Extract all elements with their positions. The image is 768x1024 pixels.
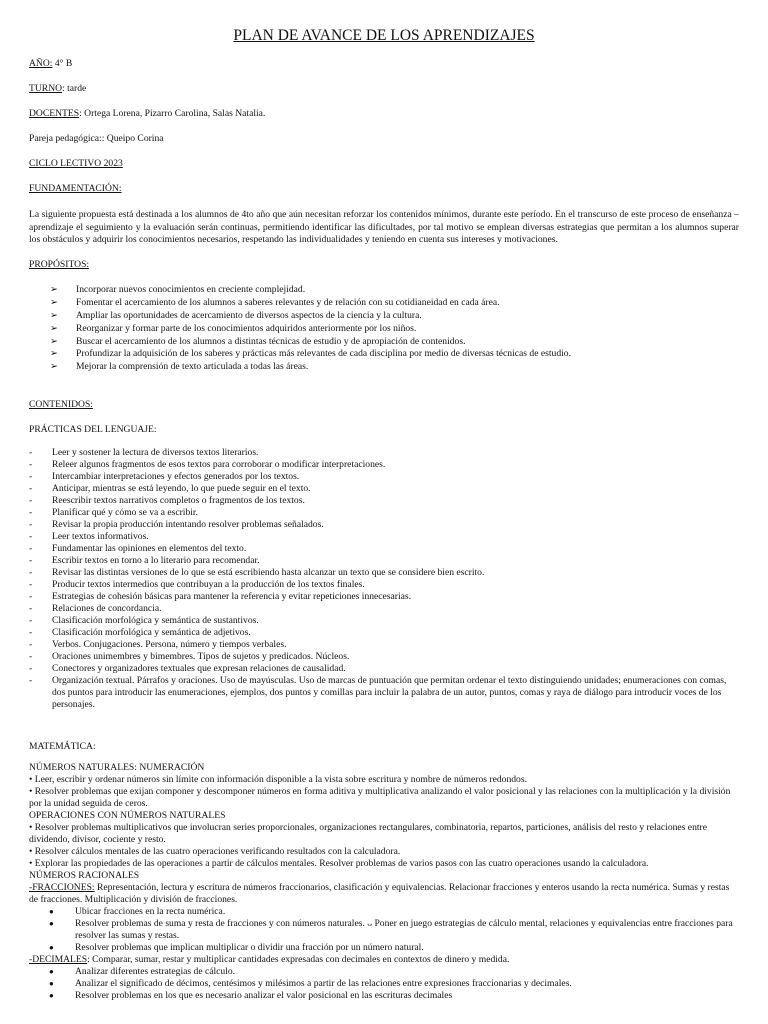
decimal-item (29, 990, 739, 1002)
propositos-heading: PROPÓSITOS: (29, 259, 90, 270)
practica-item-text: Reescribir textos narrativos completos o fragmentos de los textos. (52, 495, 305, 506)
list-marker: ➢ (50, 309, 59, 321)
decimal-item-text: Analizar diferentes estrategias de cálculo. (75, 966, 236, 977)
practicas-list (29, 447, 739, 711)
list-marker: ● (49, 943, 54, 952)
list-marker: - (29, 531, 33, 542)
operaciones-heading: OPERACIONES CON NÚMEROS NATURALES (29, 810, 226, 821)
practica-item-text: Conectores y organizadores textuales que expresan relaciones de causalidad. (52, 663, 346, 674)
practica-item (29, 675, 739, 711)
list-marker: ➢ (50, 284, 59, 295)
practica-item-text: Leer textos informativos. (52, 531, 149, 542)
turno-value: : tarde (62, 83, 87, 94)
practica-item (29, 471, 739, 483)
turno-line (29, 83, 86, 95)
practica-item-text: Relaciones de concordancia. (52, 603, 162, 614)
practica-item (29, 519, 739, 531)
operaciones-item-2: • Resolver cálculos mentales de las cuatro operaciones verificando resultados con la calculadora. (29, 846, 401, 857)
practica-item-text: Planificar qué y cómo se va a escribir. (52, 507, 198, 518)
fraccion-item (29, 918, 739, 942)
list-marker: - (29, 579, 33, 590)
practica-item-text: Intercambiar interpretaciones y efectos generados por los textos. (52, 471, 300, 482)
decimales-label: -DECIMALES (29, 954, 88, 965)
proposito-item-text: Reorganizar y formar parte de los conocimientos adquiridos anteriormente por los niños. (76, 322, 417, 334)
fundamentacion-heading: FUNDAMENTACIÓN: (29, 183, 122, 194)
practica-item (29, 567, 739, 579)
practica-item (29, 639, 739, 651)
list-marker: - (29, 447, 33, 458)
list-marker: - (29, 651, 33, 662)
practica-item (29, 531, 739, 543)
proposito-item (50, 361, 740, 374)
proposito-item (50, 323, 740, 336)
practica-item-text: Escribir textos en torno a lo literario para recomendar. (52, 555, 260, 566)
practica-item-text: Clasificación morfológica y semántica de sustantivos. (52, 615, 259, 626)
proposito-item (50, 348, 740, 361)
list-marker: ● (49, 907, 54, 916)
practica-item (29, 663, 739, 675)
list-marker: - (29, 627, 33, 638)
naturales-item-2: • Resolver problemas que exijan componer y descomponer números en forma aditiva y multiplicativa analizando el valor posicional y las relaciones con la multiplicación y la división por la unidad seguida de ceros. (29, 786, 731, 809)
anio-value: 4° B (52, 58, 73, 69)
list-marker: - (29, 507, 33, 518)
propositos-list (50, 284, 740, 374)
list-marker: ● (49, 967, 54, 976)
list-marker: - (29, 459, 33, 470)
decimales-text: : Comparar, sumar, restar y multiplicar cantidades expresadas con decimales en contextos de dinero y medida. (87, 954, 510, 965)
practica-item-text: Oraciones unimembres y bimembres. Tipos de sujetos y predicados. Núcleos. (52, 651, 350, 662)
docentes-label: DOCENTES (29, 108, 80, 119)
list-marker: - (29, 639, 33, 650)
matematica-block (29, 762, 739, 1002)
list-marker: - (29, 483, 33, 494)
naturales-heading: NÚMEROS NATURALES: NUMERACIÓN (29, 762, 205, 773)
list-marker: ➢ (50, 322, 59, 334)
fracciones-intro (29, 882, 739, 906)
list-marker: ➢ (50, 335, 59, 347)
list-marker: - (29, 471, 33, 482)
fraccion-item-text: Resolver problemas de suma y resta de fracciones y con números naturales. ᴗ Poner en juego estrategias de cálculo mental, relaciones y equivalencias entre fracciones para resolver las sumas y restas. (75, 918, 733, 941)
proposito-item-text: Fomentar el acercamiento de los alumnos a saberes relevantes y de relación con su cotidianeidad en cada área. (76, 296, 500, 308)
list-marker: - (29, 519, 33, 530)
operaciones-item-3: • Explorar las propiedades de las operaciones a partir de cálculos mentales. Resolver problemas de varios pasos con las cuatro operaciones usando la calculadora. (29, 858, 649, 869)
practica-item (29, 555, 739, 567)
practica-item-text: Releer algunos fragmentos de esos textos para corroborar o modificar interpretaciones. (52, 459, 386, 470)
naturales-item-1: • Leer, escribir y ordenar números sin límite con información disponible a la vista sobre escritura y nombre de números redondos. (29, 774, 527, 785)
proposito-item (50, 336, 740, 349)
proposito-item-text: Profundizar la adquisición de los saberes y prácticas más relevantes de cada disciplina por medio de diversas técnicas de estudio. (76, 348, 571, 360)
fraccion-item-text: Resolver problemas que implican multiplicar o dividir una fracción por un número natural. (75, 942, 424, 953)
list-marker: - (29, 495, 33, 506)
proposito-item-text: Ampliar las oportunidades de acercamiento de diversos aspectos de la ciencia y la cultura. (76, 309, 422, 321)
practica-item (29, 603, 739, 615)
ciclo-lectivo: CICLO LECTIVO 2023 (29, 158, 123, 169)
docentes-line (29, 108, 265, 120)
proposito-item (50, 297, 740, 310)
list-marker: - (29, 663, 33, 674)
list-marker: - (29, 615, 33, 626)
proposito-item-text: Incorporar nuevos conocimientos en creciente complejidad. (76, 284, 306, 295)
decimal-item (29, 966, 739, 978)
practica-item-text: Leer y sostener la lectura de diversos textos literarios. (52, 447, 259, 458)
list-marker: - (29, 543, 33, 554)
practica-item-text: Organización textual. Párrafos y oraciones. Uso de mayúsculas. Uso de marcas de puntuación que permitan ordenar el texto distinguiendo unidades; enumeraciones con comas, dos puntos para introducir las enumeraciones, ejemplos, dos puntos y comillas para incluir la palabra de un autor, puntos, comas y raya de diálogo para introducir voces de los personajes. (52, 675, 727, 710)
practica-item (29, 543, 739, 555)
practica-item (29, 447, 739, 459)
practica-item (29, 651, 739, 663)
list-marker: - (29, 603, 33, 614)
practica-item-text: Estrategias de cohesión básicas para mantener la referencia y evitar repeticiones innecesarias. (52, 591, 412, 602)
list-marker: ➢ (50, 296, 59, 308)
anio-line (29, 58, 72, 70)
fundamentacion-text: La siguiente propuesta está destinada a los alumnos de 4to año que aún necesitan reforzar los contenidos mínimos, durante este período. En el transcurso de este proceso de enseñanza – aprendizaje el seguimiento y la evaluación serán continuas, permitiendo identificar las dificultades, por tal motivo se emplean diversas estrategias que permitan a los alumnos superar los obstáculos y adquirir los conocimientos necesarios, respetando las individualidades y teniendo en cuenta sus intereses y motivaciones. (29, 209, 739, 246)
list-marker: ➢ (50, 348, 59, 360)
practica-item-text: Revisar las distintas versiones de lo que se está escribiendo hasta alcanzar un texto que se considere bien escrito. (52, 567, 485, 578)
list-marker: - (29, 555, 33, 566)
practica-item-text: Clasificación morfológica y semántica de adjetivos. (52, 627, 251, 638)
list-marker: ● (49, 979, 54, 988)
practica-item-text: Anticipar, mientras se está leyendo, lo que puede seguir en el texto. (52, 483, 311, 494)
fracciones-list (29, 906, 739, 954)
fraccion-item (29, 906, 739, 918)
turno-label: TURNO (29, 83, 63, 94)
practica-item (29, 459, 739, 471)
proposito-item-text: Buscar el acercamiento de los alumnos a distintas técnicas de estudio y de apropiación de contenidos. (76, 335, 466, 347)
practica-item-text: Revisar la propia producción intentando resolver problemas señalados. (52, 519, 324, 530)
fracciones-label: -FRACCIONES: (29, 882, 95, 893)
decimal-item (29, 978, 739, 990)
operaciones-item-1: • Resolver problemas multiplicativos que involucran series proporcionales, organizaciones rectangulares, combinatoria, repartos, particiones, análisis del resto y relaciones entre dividendo, divisor, cociente y resto. (29, 822, 707, 845)
page-title: PLAN DE AVANCE DE LOS APRENDIZAJES (233, 27, 535, 44)
practica-item (29, 483, 739, 495)
anio-label: AÑO: (29, 58, 53, 69)
docentes-value: : Ortega Lorena, Pizarro Carolina, Salas Natalia. (79, 108, 266, 119)
practica-item (29, 507, 739, 519)
proposito-item (50, 284, 740, 297)
practica-item (29, 591, 739, 603)
list-marker: - (29, 675, 33, 686)
contenidos-heading: CONTENIDOS: (29, 399, 93, 410)
proposito-item-text: Mejorar la comprensión de texto articulada a todas las áreas. (76, 361, 309, 373)
practica-item-text: Producir textos intermedios que contribuyan a la producción de los textos finales. (52, 579, 365, 590)
list-marker: - (29, 567, 33, 578)
decimal-item-text: Resolver problemas en los que es necesario analizar el valor posicional en las escrituras decimales (75, 990, 453, 1001)
practica-item (29, 495, 739, 507)
practica-item (29, 579, 739, 591)
list-marker: - (29, 591, 33, 602)
fraccion-item (29, 942, 739, 954)
racionales-heading: NÚMEROS RACIONALES (29, 870, 140, 881)
practica-item-text: Fundamentar las opiniones en elementos del texto. (52, 543, 247, 554)
fraccion-item-text: Ubicar fracciones en la recta numérica. (75, 906, 226, 917)
practica-item-text: Verbos. Conjugaciones. Persona, número y tiempos verbales. (52, 639, 287, 650)
practicas-heading: PRÁCTICAS DEL LENGUAJE: (29, 424, 157, 435)
list-marker: ● (49, 919, 54, 928)
decimal-item-text: Analizar el significado de décimos, centésimos y milésimos a partir de las relaciones entre expresiones fraccionarias y decimales. (75, 978, 572, 989)
proposito-item (50, 310, 740, 323)
pareja-pedagogica: Pareja pedagógica:: Queipo Corina (29, 133, 164, 144)
list-marker: ● (49, 991, 54, 1000)
decimales-list (29, 966, 739, 1002)
list-marker: ➢ (50, 361, 59, 373)
matematica-heading: MATEMÁTICA: (29, 741, 96, 752)
fracciones-text: Representación, lectura y escritura de números fraccionarios, clasificación y equivalencias. Relacionar fracciones y enteros usando la recta numérica. Sumas y restas de fracciones. Multiplicación y división de fracciones. (29, 882, 730, 905)
decimales-intro (29, 954, 739, 966)
practica-item (29, 627, 739, 639)
practica-item (29, 615, 739, 627)
